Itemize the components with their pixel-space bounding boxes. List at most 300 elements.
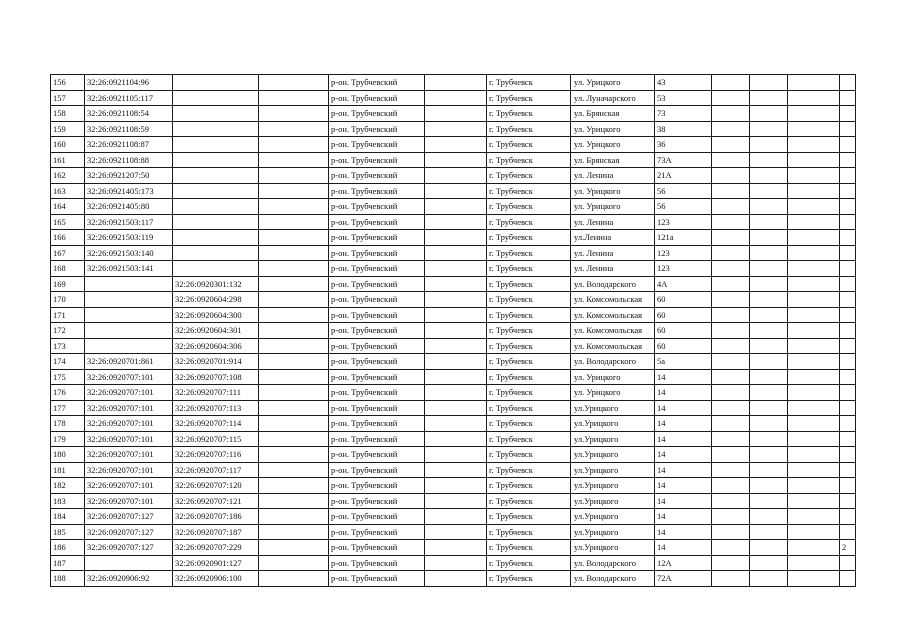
cadastral-number-cell: 32:26:0921105:117 — [85, 90, 173, 106]
empty-cell — [259, 183, 329, 199]
table-row — [51, 478, 856, 494]
extra-value-cell — [840, 478, 856, 494]
empty-cell — [712, 121, 750, 137]
empty-cell — [712, 524, 750, 540]
empty-cell — [259, 292, 329, 308]
empty-cell — [750, 214, 788, 230]
cadastral-number-cell: 32:26:0920906:92 — [85, 571, 173, 587]
table-row — [51, 571, 856, 587]
house-number-cell: 56 — [655, 183, 712, 199]
extra-value-cell — [840, 199, 856, 215]
empty-cell — [259, 137, 329, 153]
empty-cell — [259, 431, 329, 447]
street-cell: ул. Ленина — [571, 168, 655, 184]
empty-cell — [788, 478, 840, 494]
extra-value-cell — [840, 168, 856, 184]
empty-cell — [425, 276, 487, 292]
building-cadastral-number-cell — [173, 90, 259, 106]
street-cell: ул. Ленина — [571, 245, 655, 261]
table-row — [51, 524, 856, 540]
extra-value-cell — [840, 214, 856, 230]
extra-value-cell — [840, 462, 856, 478]
extra-value-cell — [840, 555, 856, 571]
street-cell: ул. Комсомольская — [571, 323, 655, 339]
house-number-cell: 123 — [655, 261, 712, 277]
extra-value-cell — [840, 400, 856, 416]
street-cell: ул.Урицкого — [571, 416, 655, 432]
house-number-cell: 14 — [655, 540, 712, 556]
street-cell: ул. Урицкого — [571, 75, 655, 91]
cadastral-number-cell: 32:26:0920707:127 — [85, 540, 173, 556]
district-cell: р-он. Трубчевский — [329, 524, 425, 540]
table-row — [51, 323, 856, 339]
extra-value-cell — [840, 152, 856, 168]
empty-cell — [750, 509, 788, 525]
empty-cell — [259, 75, 329, 91]
cadastral-number-cell: 32:26:0921503:119 — [85, 230, 173, 246]
empty-cell — [259, 121, 329, 137]
city-cell: г. Трубчевск — [487, 168, 571, 184]
table-row — [51, 276, 856, 292]
empty-cell — [712, 214, 750, 230]
empty-cell — [750, 276, 788, 292]
cadastral-number-cell: 32:26:0920707:101 — [85, 493, 173, 509]
empty-cell — [425, 152, 487, 168]
city-cell: г. Трубчевск — [487, 292, 571, 308]
empty-cell — [788, 137, 840, 153]
empty-cell — [788, 292, 840, 308]
empty-cell — [425, 431, 487, 447]
district-cell: р-он. Трубчевский — [329, 90, 425, 106]
extra-value-cell — [840, 385, 856, 401]
empty-cell — [425, 540, 487, 556]
building-cadastral-number-cell: 32:26:0920701:914 — [173, 354, 259, 370]
row-number-cell: 176 — [51, 385, 85, 401]
empty-cell — [425, 400, 487, 416]
city-cell: г. Трубчевск — [487, 493, 571, 509]
empty-cell — [259, 152, 329, 168]
extra-value-cell — [840, 90, 856, 106]
house-number-cell: 14 — [655, 447, 712, 463]
empty-cell — [712, 307, 750, 323]
district-cell: р-он. Трубчевский — [329, 183, 425, 199]
street-cell: ул. Ленина — [571, 214, 655, 230]
empty-cell — [259, 230, 329, 246]
empty-cell — [425, 571, 487, 587]
empty-cell — [788, 183, 840, 199]
empty-cell — [259, 400, 329, 416]
empty-cell — [259, 447, 329, 463]
empty-cell — [259, 571, 329, 587]
empty-cell — [259, 199, 329, 215]
district-cell: р-он. Трубчевский — [329, 261, 425, 277]
house-number-cell: 21А — [655, 168, 712, 184]
empty-cell — [788, 307, 840, 323]
table-row — [51, 447, 856, 463]
cadastral-number-cell: 32:26:0921405:80 — [85, 199, 173, 215]
city-cell: г. Трубчевск — [487, 245, 571, 261]
district-cell: р-он. Трубчевский — [329, 323, 425, 339]
table-row — [51, 493, 856, 509]
street-cell: ул.Урицкого — [571, 493, 655, 509]
city-cell: г. Трубчевск — [487, 276, 571, 292]
row-number-cell: 156 — [51, 75, 85, 91]
empty-cell — [788, 230, 840, 246]
city-cell: г. Трубчевск — [487, 230, 571, 246]
empty-cell — [425, 90, 487, 106]
empty-cell — [712, 369, 750, 385]
district-cell: р-он. Трубчевский — [329, 400, 425, 416]
empty-cell — [425, 338, 487, 354]
cadastral-number-cell: 32:26:0921108:88 — [85, 152, 173, 168]
street-cell: ул.Урицкого — [571, 431, 655, 447]
empty-cell — [425, 462, 487, 478]
building-cadastral-number-cell — [173, 230, 259, 246]
empty-cell — [750, 261, 788, 277]
house-number-cell: 14 — [655, 493, 712, 509]
building-cadastral-number-cell — [173, 75, 259, 91]
city-cell: г. Трубчевск — [487, 214, 571, 230]
extra-value-cell — [840, 137, 856, 153]
city-cell: г. Трубчевск — [487, 462, 571, 478]
district-cell: р-он. Трубчевский — [329, 307, 425, 323]
empty-cell — [712, 245, 750, 261]
city-cell: г. Трубчевск — [487, 369, 571, 385]
empty-cell — [259, 90, 329, 106]
empty-cell — [788, 152, 840, 168]
empty-cell — [425, 478, 487, 494]
street-cell: ул. Урицкого — [571, 199, 655, 215]
cadastral-number-cell: 32:26:0921405:173 — [85, 183, 173, 199]
table-row — [51, 230, 856, 246]
building-cadastral-number-cell: 32:26:0920707:229 — [173, 540, 259, 556]
table-row — [51, 137, 856, 153]
table-row — [51, 106, 856, 122]
building-cadastral-number-cell — [173, 245, 259, 261]
empty-cell — [259, 276, 329, 292]
empty-cell — [259, 323, 329, 339]
street-cell: ул. Луначарского — [571, 90, 655, 106]
house-number-cell: 14 — [655, 385, 712, 401]
empty-cell — [750, 493, 788, 509]
table-body — [51, 75, 856, 587]
empty-cell — [712, 416, 750, 432]
empty-cell — [750, 431, 788, 447]
extra-value-cell — [840, 509, 856, 525]
district-cell: р-он. Трубчевский — [329, 75, 425, 91]
empty-cell — [750, 137, 788, 153]
empty-cell — [788, 75, 840, 91]
street-cell: ул.Урицкого — [571, 540, 655, 556]
table-row — [51, 400, 856, 416]
house-number-cell: 60 — [655, 307, 712, 323]
district-cell: р-он. Трубчевский — [329, 493, 425, 509]
row-number-cell: 183 — [51, 493, 85, 509]
building-cadastral-number-cell — [173, 121, 259, 137]
empty-cell — [750, 230, 788, 246]
house-number-cell: 123 — [655, 245, 712, 261]
house-number-cell: 5а — [655, 354, 712, 370]
row-number-cell: 175 — [51, 369, 85, 385]
cadastral-number-cell: 32:26:0921503:117 — [85, 214, 173, 230]
extra-value-cell — [840, 447, 856, 463]
cadastral-number-cell: 32:26:0921108:87 — [85, 137, 173, 153]
district-cell: р-он. Трубчевский — [329, 338, 425, 354]
row-number-cell: 160 — [51, 137, 85, 153]
empty-cell — [425, 524, 487, 540]
cadastral-number-cell: 32:26:0921108:59 — [85, 121, 173, 137]
empty-cell — [425, 323, 487, 339]
row-number-cell: 185 — [51, 524, 85, 540]
empty-cell — [425, 121, 487, 137]
building-cadastral-number-cell: 32:26:0920906:100 — [173, 571, 259, 587]
empty-cell — [750, 354, 788, 370]
empty-cell — [259, 524, 329, 540]
row-number-cell: 159 — [51, 121, 85, 137]
street-cell: ул.Урицкого — [571, 400, 655, 416]
empty-cell — [712, 90, 750, 106]
empty-cell — [259, 214, 329, 230]
row-number-cell: 161 — [51, 152, 85, 168]
house-number-cell: 60 — [655, 338, 712, 354]
city-cell: г. Трубчевск — [487, 261, 571, 277]
street-cell: ул.Урицкого — [571, 509, 655, 525]
empty-cell — [788, 90, 840, 106]
cadastral-number-cell: 32:26:0920707:127 — [85, 509, 173, 525]
extra-value-cell — [840, 292, 856, 308]
house-number-cell: 14 — [655, 400, 712, 416]
row-number-cell: 180 — [51, 447, 85, 463]
row-number-cell: 172 — [51, 323, 85, 339]
extra-value-cell — [840, 106, 856, 122]
empty-cell — [425, 509, 487, 525]
empty-cell — [712, 230, 750, 246]
house-number-cell: 12А — [655, 555, 712, 571]
table-row — [51, 261, 856, 277]
district-cell: р-он. Трубчевский — [329, 369, 425, 385]
cadastral-number-cell: 32:26:0920707:101 — [85, 369, 173, 385]
row-number-cell: 188 — [51, 571, 85, 587]
street-cell: ул. Урицкого — [571, 183, 655, 199]
row-number-cell: 182 — [51, 478, 85, 494]
empty-cell — [425, 555, 487, 571]
empty-cell — [750, 106, 788, 122]
empty-cell — [750, 323, 788, 339]
building-cadastral-number-cell — [173, 168, 259, 184]
empty-cell — [788, 493, 840, 509]
table-row — [51, 292, 856, 308]
empty-cell — [712, 276, 750, 292]
table-row — [51, 540, 856, 556]
empty-cell — [750, 447, 788, 463]
district-cell: р-он. Трубчевский — [329, 385, 425, 401]
empty-cell — [259, 168, 329, 184]
extra-value-cell — [840, 338, 856, 354]
building-cadastral-number-cell: 32:26:0920707:114 — [173, 416, 259, 432]
cadastral-number-cell: 32:26:0920701:861 — [85, 354, 173, 370]
house-number-cell: 73 — [655, 106, 712, 122]
empty-cell — [750, 307, 788, 323]
empty-cell — [425, 416, 487, 432]
district-cell: р-он. Трубчевский — [329, 509, 425, 525]
empty-cell — [425, 183, 487, 199]
row-number-cell: 186 — [51, 540, 85, 556]
house-number-cell: 36 — [655, 137, 712, 153]
empty-cell — [788, 540, 840, 556]
cadastral-number-cell — [85, 307, 173, 323]
empty-cell — [259, 509, 329, 525]
house-number-cell: 121а — [655, 230, 712, 246]
building-cadastral-number-cell: 32:26:0920707:187 — [173, 524, 259, 540]
district-cell: р-он. Трубчевский — [329, 292, 425, 308]
cadastral-number-cell: 32:26:0920707:101 — [85, 431, 173, 447]
city-cell: г. Трубчевск — [487, 90, 571, 106]
city-cell: г. Трубчевск — [487, 338, 571, 354]
extra-value-cell — [840, 354, 856, 370]
city-cell: г. Трубчевск — [487, 199, 571, 215]
table-row — [51, 338, 856, 354]
city-cell: г. Трубчевск — [487, 555, 571, 571]
empty-cell — [788, 338, 840, 354]
empty-cell — [712, 400, 750, 416]
cadastral-number-cell: 32:26:0921207:50 — [85, 168, 173, 184]
district-cell: р-он. Трубчевский — [329, 431, 425, 447]
table-row — [51, 509, 856, 525]
street-cell: ул.Урицкого — [571, 462, 655, 478]
city-cell: г. Трубчевск — [487, 478, 571, 494]
building-cadastral-number-cell: 32:26:0920707:186 — [173, 509, 259, 525]
empty-cell — [712, 292, 750, 308]
district-cell: р-он. Трубчевский — [329, 571, 425, 587]
street-cell: ул. Володарского — [571, 276, 655, 292]
empty-cell — [788, 106, 840, 122]
empty-cell — [788, 354, 840, 370]
cadastral-number-cell: 32:26:0921503:141 — [85, 261, 173, 277]
street-cell: ул.Ленина — [571, 230, 655, 246]
row-number-cell: 179 — [51, 431, 85, 447]
empty-cell — [425, 214, 487, 230]
empty-cell — [788, 571, 840, 587]
extra-value-cell — [840, 431, 856, 447]
empty-cell — [712, 183, 750, 199]
empty-cell — [425, 292, 487, 308]
district-cell: р-он. Трубчевский — [329, 354, 425, 370]
district-cell: р-он. Трубчевский — [329, 121, 425, 137]
empty-cell — [788, 462, 840, 478]
street-cell: ул. Урицкого — [571, 121, 655, 137]
extra-value-cell — [840, 323, 856, 339]
table-row — [51, 90, 856, 106]
empty-cell — [788, 431, 840, 447]
empty-cell — [259, 540, 329, 556]
house-number-cell: 14 — [655, 462, 712, 478]
district-cell: р-он. Трубчевский — [329, 555, 425, 571]
house-number-cell: 14 — [655, 416, 712, 432]
row-number-cell: 177 — [51, 400, 85, 416]
district-cell: р-он. Трубчевский — [329, 447, 425, 463]
empty-cell — [750, 540, 788, 556]
cadastral-number-cell — [85, 555, 173, 571]
extra-value-cell: 2 — [840, 540, 856, 556]
empty-cell — [712, 168, 750, 184]
extra-value-cell — [840, 121, 856, 137]
empty-cell — [712, 493, 750, 509]
district-cell: р-он. Трубчевский — [329, 276, 425, 292]
empty-cell — [425, 385, 487, 401]
extra-value-cell — [840, 369, 856, 385]
empty-cell — [425, 230, 487, 246]
house-number-cell: 73А — [655, 152, 712, 168]
row-number-cell: 163 — [51, 183, 85, 199]
empty-cell — [750, 292, 788, 308]
empty-cell — [259, 354, 329, 370]
table-row — [51, 354, 856, 370]
street-cell: ул. Урицкого — [571, 369, 655, 385]
district-cell: р-он. Трубчевский — [329, 168, 425, 184]
cadastral-number-cell — [85, 338, 173, 354]
extra-value-cell — [840, 75, 856, 91]
extra-value-cell — [840, 276, 856, 292]
city-cell: г. Трубчевск — [487, 416, 571, 432]
city-cell: г. Трубчевск — [487, 307, 571, 323]
street-cell: ул. Володарского — [571, 354, 655, 370]
empty-cell — [712, 555, 750, 571]
street-cell: ул. Комсомольская — [571, 338, 655, 354]
row-number-cell: 178 — [51, 416, 85, 432]
building-cadastral-number-cell — [173, 106, 259, 122]
table-row — [51, 183, 856, 199]
empty-cell — [259, 555, 329, 571]
empty-cell — [259, 416, 329, 432]
row-number-cell: 162 — [51, 168, 85, 184]
house-number-cell: 38 — [655, 121, 712, 137]
empty-cell — [750, 199, 788, 215]
cadastral-number-cell: 32:26:0921104:96 — [85, 75, 173, 91]
building-cadastral-number-cell: 32:26:0920707:113 — [173, 400, 259, 416]
table-row — [51, 369, 856, 385]
empty-cell — [259, 462, 329, 478]
table-row — [51, 214, 856, 230]
empty-cell — [750, 152, 788, 168]
row-number-cell: 181 — [51, 462, 85, 478]
cadastral-number-cell: 32:26:0920707:101 — [85, 400, 173, 416]
street-cell: ул. Володарского — [571, 555, 655, 571]
empty-cell — [788, 369, 840, 385]
city-cell: г. Трубчевск — [487, 323, 571, 339]
cadastral-number-cell: 32:26:0920707:101 — [85, 462, 173, 478]
city-cell: г. Трубчевск — [487, 354, 571, 370]
empty-cell — [750, 75, 788, 91]
empty-cell — [788, 276, 840, 292]
row-number-cell: 157 — [51, 90, 85, 106]
empty-cell — [425, 245, 487, 261]
building-cadastral-number-cell: 32:26:0920707:116 — [173, 447, 259, 463]
empty-cell — [425, 261, 487, 277]
building-cadastral-number-cell: 32:26:0920604:300 — [173, 307, 259, 323]
empty-cell — [425, 75, 487, 91]
table-row — [51, 307, 856, 323]
empty-cell — [750, 555, 788, 571]
street-cell: ул. Комсомольская — [571, 307, 655, 323]
building-cadastral-number-cell: 32:26:0920707:115 — [173, 431, 259, 447]
empty-cell — [259, 261, 329, 277]
house-number-cell: 14 — [655, 524, 712, 540]
row-number-cell: 166 — [51, 230, 85, 246]
empty-cell — [788, 214, 840, 230]
street-cell: ул. Урицкого — [571, 137, 655, 153]
building-cadastral-number-cell: 32:26:0920707:120 — [173, 478, 259, 494]
building-cadastral-number-cell — [173, 261, 259, 277]
